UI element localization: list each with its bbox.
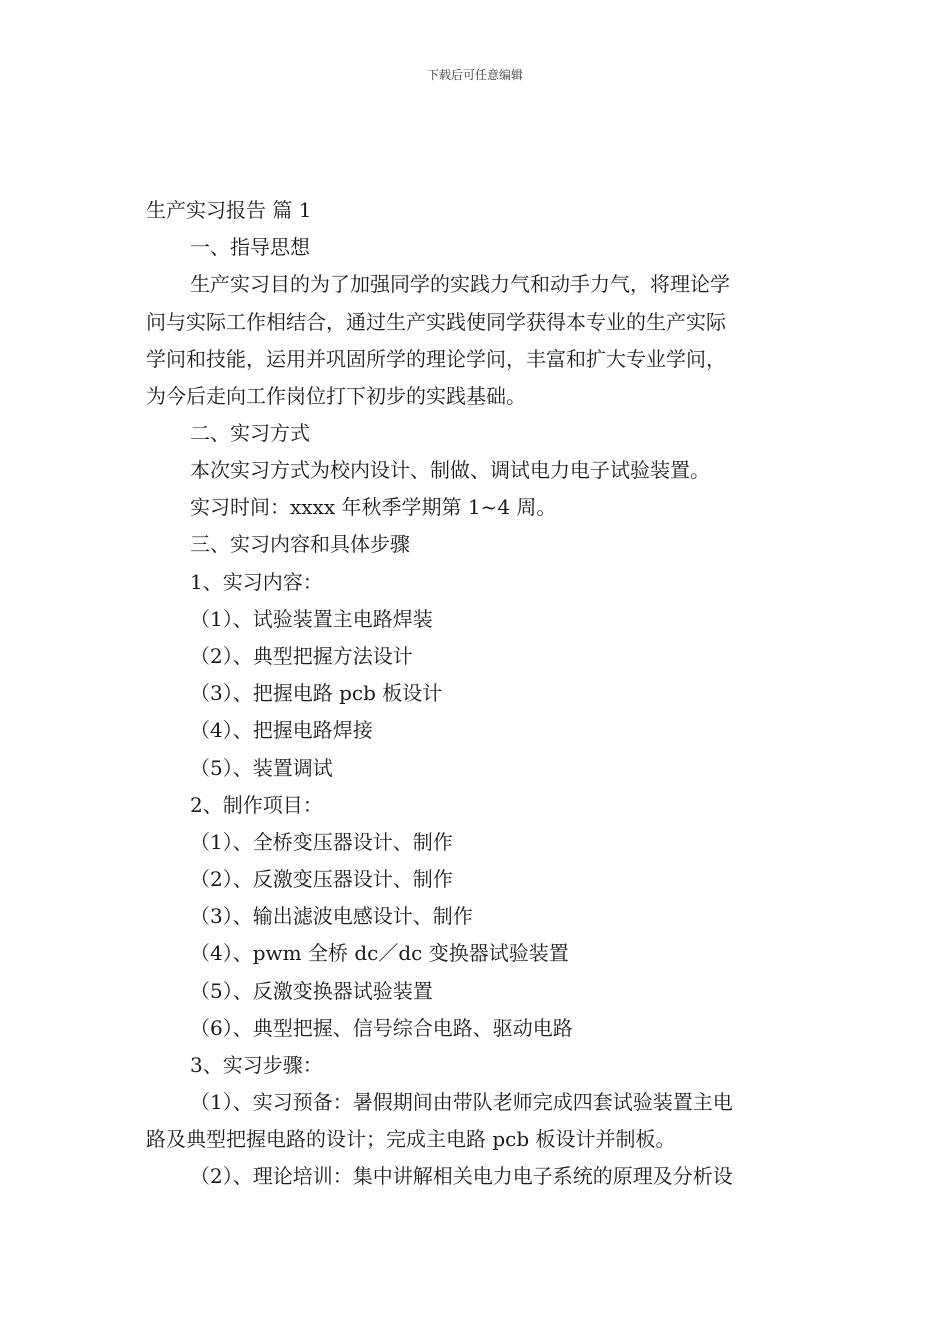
section-heading-content: 三、实习内容和具体步骤 [190,532,410,556]
paragraph-line: 学问和技能，运用并巩固所学的理论学问，丰富和扩大专业学问， [146,347,726,371]
section-heading-method: 二、实习方式 [190,421,310,445]
list-item: （6）、典型把握、信号综合电路、驱动电路 [190,1016,573,1040]
list-item: （1）、全桥变压器设计、制作 [190,830,453,854]
list-item: （1）、试验装置主电路焊装 [190,607,433,631]
list-item: （2）、典型把握方法设计 [190,644,413,668]
paragraph-line: 为今后走向工作岗位打下初步的实践基础。 [146,384,526,408]
method-text: 本次实习方式为校内设计、制做、调试电力电子试验装置。 [190,458,710,482]
paragraph-line: 路及典型把握电路的设计；完成主电路 pcb 板设计并制板。 [146,1127,676,1151]
list-item: （5）、反激变换器试验装置 [190,979,433,1003]
list-item: （4）、把握电路焊接 [190,718,373,742]
list-item: （5）、装置调试 [190,756,333,780]
page-header: 下载后可任意编辑 [426,68,523,82]
list-item: （2）、反激变压器设计、制作 [190,867,453,891]
document-title: 生产实习报告 篇 1 [146,198,312,222]
paragraph-line: 问与实际工作相结合，通过生产实践使同学获得本专业的生产实际 [146,310,726,334]
paragraph-line: 生产实习目的为了加强同学的实践力气和动手力气，将理论学 [190,272,730,296]
subheading-steps: 3、实习步骤： [190,1053,323,1077]
time-text: 实习时间：xxxx 年秋季学期第 1~4 周。 [190,495,557,519]
list-item: （3）、输出滤波电感设计、制作 [190,904,473,928]
paragraph-line: （2）、理论培训：集中讲解相关电力电子系统的原理及分析设 [190,1164,733,1188]
subheading-projects: 2、制作项目： [190,793,323,817]
list-item: （3）、把握电路 pcb 板设计 [190,681,443,705]
subheading-content: 1、实习内容： [190,570,323,594]
paragraph-line: （1）、实习预备：暑假期间由带队老师完成四套试验装置主电 [190,1090,733,1114]
section-heading-guiding-idea: 一、指导思想 [190,235,310,259]
list-item: （4）、pwm 全桥 dc／dc 变换器试验装置 [190,941,569,965]
